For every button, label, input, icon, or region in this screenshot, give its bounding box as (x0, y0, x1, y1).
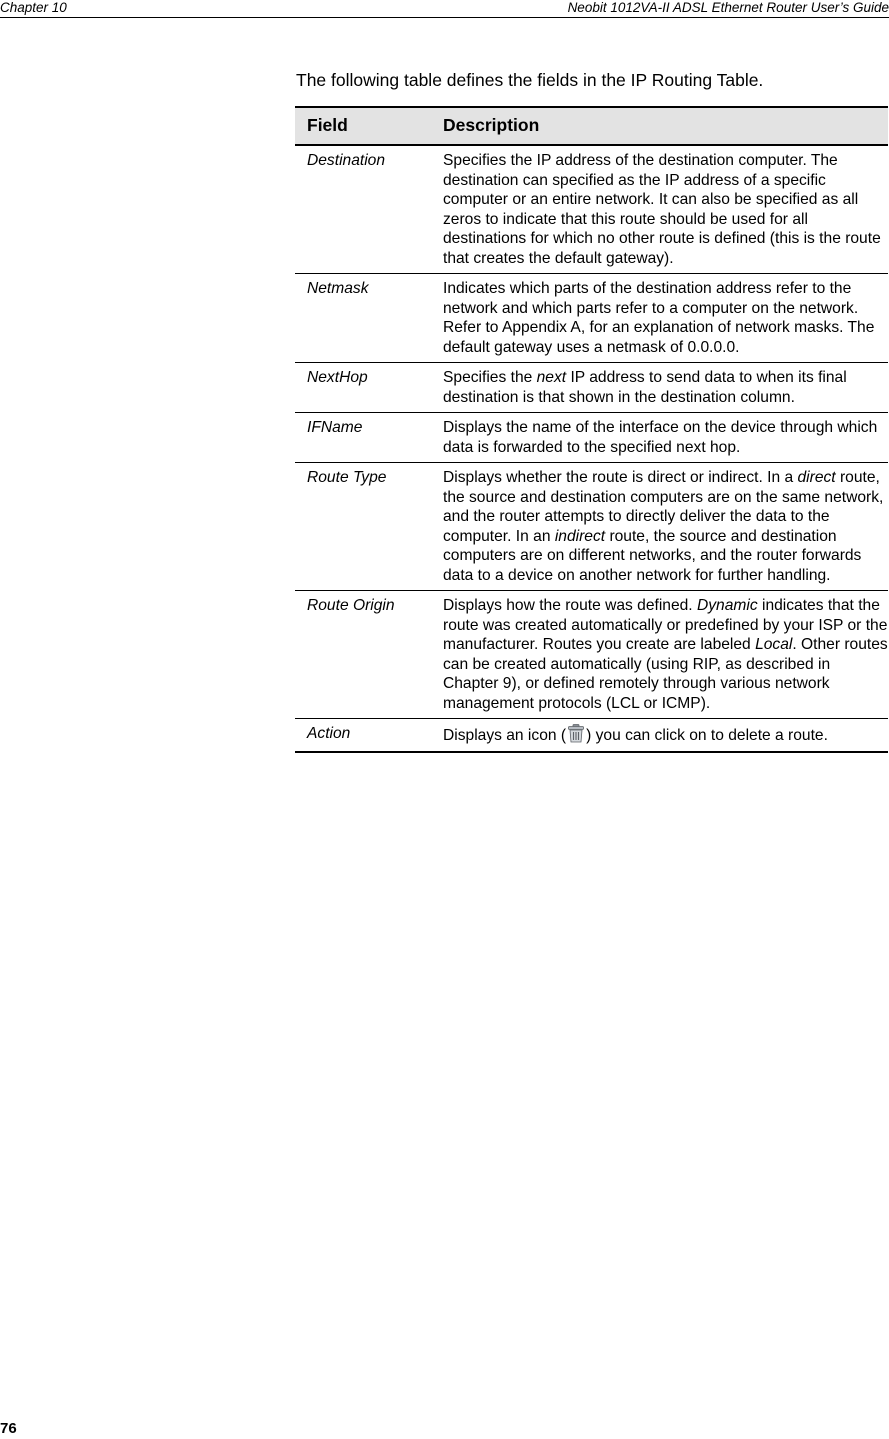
field-description-cell (431, 363, 888, 413)
description-text: Indicates which parts of the destination address refer to the network and which parts refer to a computer on the network. Refer to Appendix A, for an explanation of network masks. The default gateway uses a netmask of 0.0.0.0. (443, 280, 875, 356)
description-text: Specifies the (443, 369, 537, 386)
field-description-cell (431, 591, 888, 719)
emphasized-term: direct (797, 469, 836, 486)
ip-routing-fields-table (295, 106, 888, 753)
table-row (295, 463, 888, 591)
table-row (295, 591, 888, 719)
description-text: ) you can click on to delete a route. (586, 727, 828, 744)
description-text: Displays an icon ( (443, 727, 567, 744)
field-name-cell: Action (307, 725, 351, 742)
field-name-cell: Route Type (307, 469, 387, 486)
field-description-cell (431, 145, 888, 274)
table-row (295, 719, 888, 752)
field-description-cell (431, 719, 888, 752)
description-text: Displays whether the route is direct or indirect. In a (443, 469, 798, 486)
table-header-row (295, 107, 888, 145)
emphasized-term: Local (755, 636, 793, 653)
field-name-cell: Netmask (307, 280, 369, 297)
field-name-cell: Destination (307, 152, 386, 169)
description-text: route, the source and destination computers are on the same network, and the router attempts to directly deliver the data to the computer. In an (443, 469, 884, 545)
field-name-cell: Route Origin (307, 597, 395, 614)
table-row (295, 274, 888, 363)
emphasized-term: next (536, 369, 567, 386)
table-row (295, 363, 888, 413)
description-text: IP address to send data to when its final destination is that shown in the destination column. (443, 369, 847, 406)
trash-icon (567, 724, 585, 743)
page-number: 76 (0, 1420, 17, 1437)
description-text: Displays the name of the interface on the device through which data is forwarded to the specified next hop. (443, 419, 878, 456)
description-text: route, the source and destination computers are on different networks, and the router forwards data to a device on another network for further handling. (443, 527, 862, 584)
description-text: . Other routes can be created automatically (using RIP, as described in Chapter 9), or defined remotely through various network management protocols (LCL or ICMP). (443, 636, 888, 712)
table-body (295, 145, 888, 752)
field-description-cell (431, 463, 888, 591)
emphasized-term: indirect (554, 527, 606, 545)
field-description-cell (431, 413, 888, 463)
intro-paragraph: The following table defines the fields in the IP Routing Table. (296, 70, 764, 90)
running-header (0, 0, 889, 18)
description-column-header: Description (443, 115, 540, 136)
table-row (295, 413, 888, 463)
guide-title: Neobit 1012VA-II ADSL Ethernet Router User’s Guide (567, 0, 889, 15)
description-text: Specifies the IP address of the destination computer. The destination can specified as the IP address of a specific computer or an entire network. It can also be specified as all zeros to indicate that this route should be used for all destinations for which no other route is defined (this is the route that creates the default gateway). (443, 152, 881, 267)
field-name-cell: NextHop (307, 369, 368, 386)
field-name-cell: IFName (307, 419, 363, 436)
field-column-header: Field (307, 115, 348, 136)
description-text: indicates that the route was created automatically or predefined by your ISP or the manufacturer. Routes you create are labeled (443, 597, 888, 653)
chapter-label: Chapter 10 (0, 0, 67, 15)
table-row (295, 145, 888, 274)
description-text: Displays how the route was defined. (443, 597, 697, 614)
emphasized-term: Dynamic (696, 597, 758, 614)
field-description-cell (431, 274, 888, 363)
